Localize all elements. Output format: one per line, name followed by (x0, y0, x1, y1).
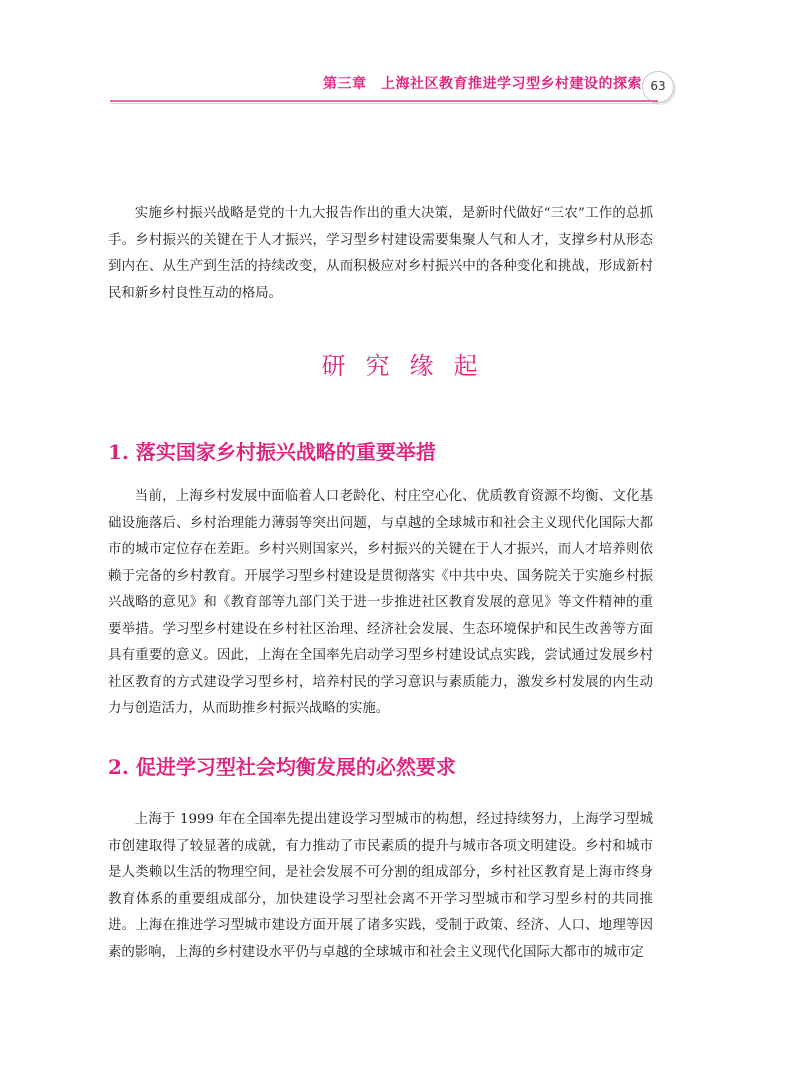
subsection-2-heading: 2. 促进学习型社会均衡发展的必然要求 (108, 755, 456, 779)
page-number-badge (642, 71, 674, 103)
page-number: 63 (650, 79, 666, 93)
intro-paragraph: 实施乡村振兴战略是党的十九大报告作出的重大决策，是新时代做好“三农”工作的总抓手。乡村振兴的关键在于人才振兴，学习型乡村建设需要集聚人气和人才，支撑乡村从形态到内在、从生产到生活的持续改变，从而积极应对乡村振兴中的各种变化和挑战，形成新村民和新乡村良性互动的格局。 (108, 206, 653, 301)
subsection-1-heading: 1. 落实国家乡村振兴战略的重要举措 (108, 440, 436, 464)
subsection-1-body: 当前，上海乡村发展中面临着人口老龄化、村庄空心化、优质教育资源不均衡、文化基础设施落后、乡村治理能力薄弱等突出问题，与卓越的全球城市和社会主义现代化国际大都市的城市定位存在差距。乡村兴则国家兴，乡村振兴的关键在于人才振兴，而人才培养则依赖于完备的乡村教育。开展学习型乡村建设是贯彻落实《中共中央、国务院关于实施乡村振兴战略的意见》和《教育部等九部门关于进一步推进社区教育发展的意见》等文件精神的重要举措。学习型乡村建设在乡村社区治理、经济社会发展、生态环境保护和民生改善等方面具有重要的意义。因此，上海在全国率先启动学习型乡村建设试点实践，尝试通过发展乡村社区教育的方式建设学习型乡村，培养村民的学习意识与素质能力，激发乡村发展的内生动力与创造活力，从而助推乡村振兴战略的实施。 (108, 489, 653, 716)
header-rule-shadow (110, 103, 658, 104)
chapter-title: 第三章 上海社区教育推进学习型乡村建设的探索 (323, 76, 642, 92)
section-title: 研究缘起 (321, 352, 498, 380)
header-rule (110, 100, 658, 102)
subsection-2-body: 上海于 1999 年在全国率先提出建设学习型城市的构想，经过持续努力，上海学习型城市创建取得了较显著的成就，有力推动了市民素质的提升与城市各项文明建设。乡村和城市是人类赖以生活的物理空间，是社会发展不可分割的组成部分，乡村社区教育是上海市终身教育体系的重要组成部分，加快建设学习型社会离不开学习型城市和学习型乡村的共同推进。上海在推进学习型城市建设方面开展了诸多实践，受制于政策、经济、人口、地理等因素的影响，上海的乡村建设水平仍与卓越的全球城市和社会主义现代化国际大都市的城市定 (108, 812, 653, 960)
